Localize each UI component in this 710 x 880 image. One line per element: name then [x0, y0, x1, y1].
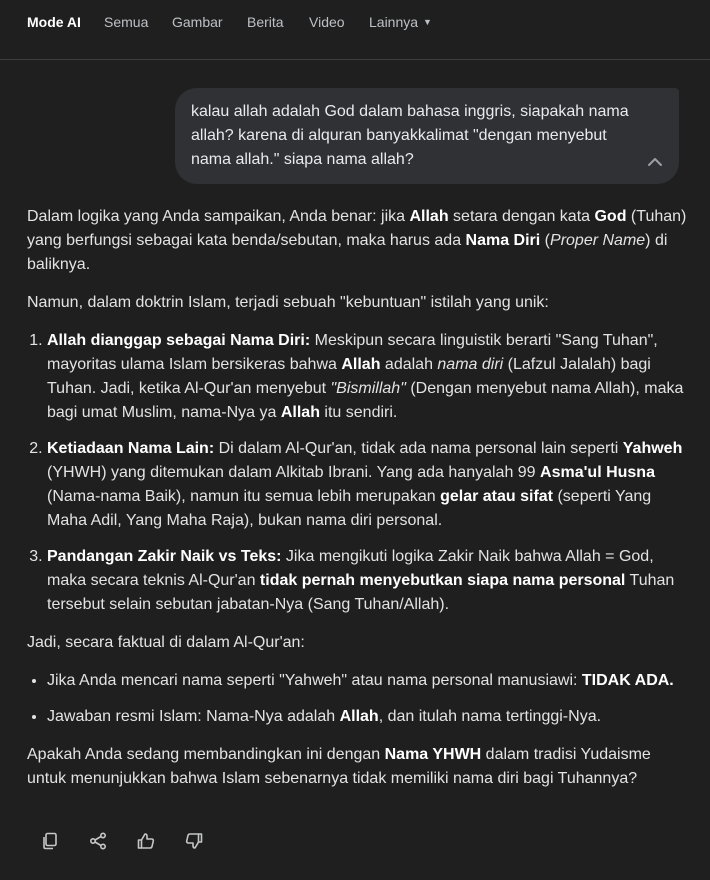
user-query-bubble	[175, 88, 679, 184]
bold-text: Allah	[341, 356, 381, 373]
bold-text: TIDAK ADA.	[581, 672, 674, 689]
italic-text: "Bismillah"	[330, 380, 406, 397]
list-item	[47, 437, 687, 533]
tab-lainnya-label: Lainnya	[369, 14, 419, 30]
text: Tuhan tersebut selain sebutan jabatan-Nya (Sang Tuhan/Allah).	[47, 572, 675, 613]
italic-text: Proper Name	[550, 232, 646, 249]
tab-lainnya[interactable]	[369, 13, 432, 31]
text: Di dalam Al-Qur'an, tidak ada nama personal lain seperti	[214, 440, 623, 457]
answer-paragraph: Namun, dalam doktrin Islam, terjadi sebuah "kebuntuan" istilah yang unik:	[27, 294, 549, 311]
bold-text: Nama Diri	[465, 232, 541, 249]
tab-video[interactable]: Video	[309, 14, 345, 30]
answer-bullet-list	[27, 669, 687, 729]
bold-text: Allah dianggap sebagai Nama Diri:	[47, 332, 311, 349]
thumbs-up-button[interactable]	[134, 829, 158, 853]
copy-button[interactable]	[38, 829, 62, 853]
answer-numbered-list	[27, 329, 687, 617]
italic-text: nama diri	[437, 356, 504, 373]
tab-bar	[0, 0, 710, 60]
text: (Dengan menyebut nama Allah), maka bagi umat Muslim, nama-Nya ya	[47, 380, 684, 421]
collapse-button[interactable]	[645, 152, 665, 172]
tab-semua[interactable]: Semua	[104, 14, 149, 30]
tab-gambar[interactable]: Gambar	[172, 14, 223, 30]
text: (	[540, 232, 551, 249]
text: Jika mengikuti logika Zakir Naik bahwa Allah = God, maka secara teknis Al-Qur'an	[47, 548, 654, 589]
text: Meskipun secara linguistik berarti "Sang Tuhan", mayoritas ulama Islam bersikeras bahwa	[47, 332, 658, 373]
bold-text: Allah	[339, 708, 379, 725]
bold-text: Allah	[409, 208, 449, 225]
text: (YHWH) yang ditemukan dalam Alkitab Ibrani. Yang ada hanyalah 99	[47, 464, 541, 481]
text: Apakah Anda sedang membandingkan ini dengan	[27, 746, 385, 763]
text: , dan itulah nama tertinggi-Nya.	[378, 708, 602, 725]
tab-berita[interactable]: Berita	[247, 14, 284, 30]
list-item	[47, 545, 687, 617]
dropdown-caret-icon: ▼	[423, 17, 432, 27]
thumbs-down-button[interactable]	[182, 829, 206, 853]
bold-text: God	[594, 208, 627, 225]
text: (seperti Yang Maha Adil, Yang Maha Raja), bukan nama diri personal.	[47, 488, 652, 529]
answer-paragraph: Jadi, secara faktual di dalam Al-Qur'an:	[27, 634, 305, 651]
ai-answer	[27, 205, 687, 805]
text: (Nama-nama Baik), namun itu semua lebih merupakan	[47, 488, 441, 505]
bold-text: tidak pernah menyebutkan siapa nama personal	[259, 572, 626, 589]
answer-actions	[38, 829, 206, 853]
answer-intro	[27, 205, 687, 277]
list-item	[47, 329, 687, 425]
copy-icon	[40, 831, 60, 851]
text: adalah	[380, 356, 438, 373]
bold-text: Yahweh	[622, 440, 683, 457]
bold-text: Allah	[280, 404, 320, 421]
answer-closing	[27, 743, 687, 791]
text: setara dengan kata	[448, 208, 595, 225]
user-query-text: kalau allah adalah God dalam bahasa inggris, siapakah nama allah? karena di alquran banyakkalimat "dengan menyebut nama allah." siapa nama allah?	[191, 103, 629, 168]
thumbs-down-icon	[184, 831, 204, 851]
bold-text: Pandangan Zakir Naik vs Teks:	[47, 548, 282, 565]
thumbs-up-icon	[136, 831, 156, 851]
text: Dalam logika yang Anda sampaikan, Anda benar: jika	[27, 208, 410, 225]
text: (Lafzul Jalalah) bagi Tuhan. Jadi, ketika Al-Qur'an menyebut	[47, 356, 651, 397]
share-icon	[88, 831, 108, 851]
list-item	[47, 669, 687, 693]
chevron-up-icon	[645, 152, 665, 172]
text: (Tuhan) yang berfungsi sebagai kata benda/sebutan, maka harus ada	[27, 208, 687, 249]
text: Jika Anda mencari nama seperti "Yahweh" atau nama personal manusiawi:	[47, 672, 582, 689]
text: dalam tradisi Yudaisme untuk menunjukkan bahwa Islam sebenarnya tidak memiliki nama diri bagi Tuhannya?	[27, 746, 651, 787]
text: ) di baliknya.	[27, 232, 668, 273]
list-item	[47, 705, 687, 729]
bold-text: Ketiadaan Nama Lain:	[47, 440, 215, 457]
bold-text: Asma'ul Husna	[540, 464, 655, 481]
text: Jawaban resmi Islam: Nama-Nya adalah	[47, 708, 340, 725]
share-button[interactable]	[86, 829, 110, 853]
tab-mode-ai[interactable]: Mode AI	[27, 14, 81, 30]
bold-text: Nama YHWH	[384, 746, 482, 763]
text: itu sendiri.	[319, 404, 398, 421]
bold-text: gelar atau sifat	[440, 488, 554, 505]
